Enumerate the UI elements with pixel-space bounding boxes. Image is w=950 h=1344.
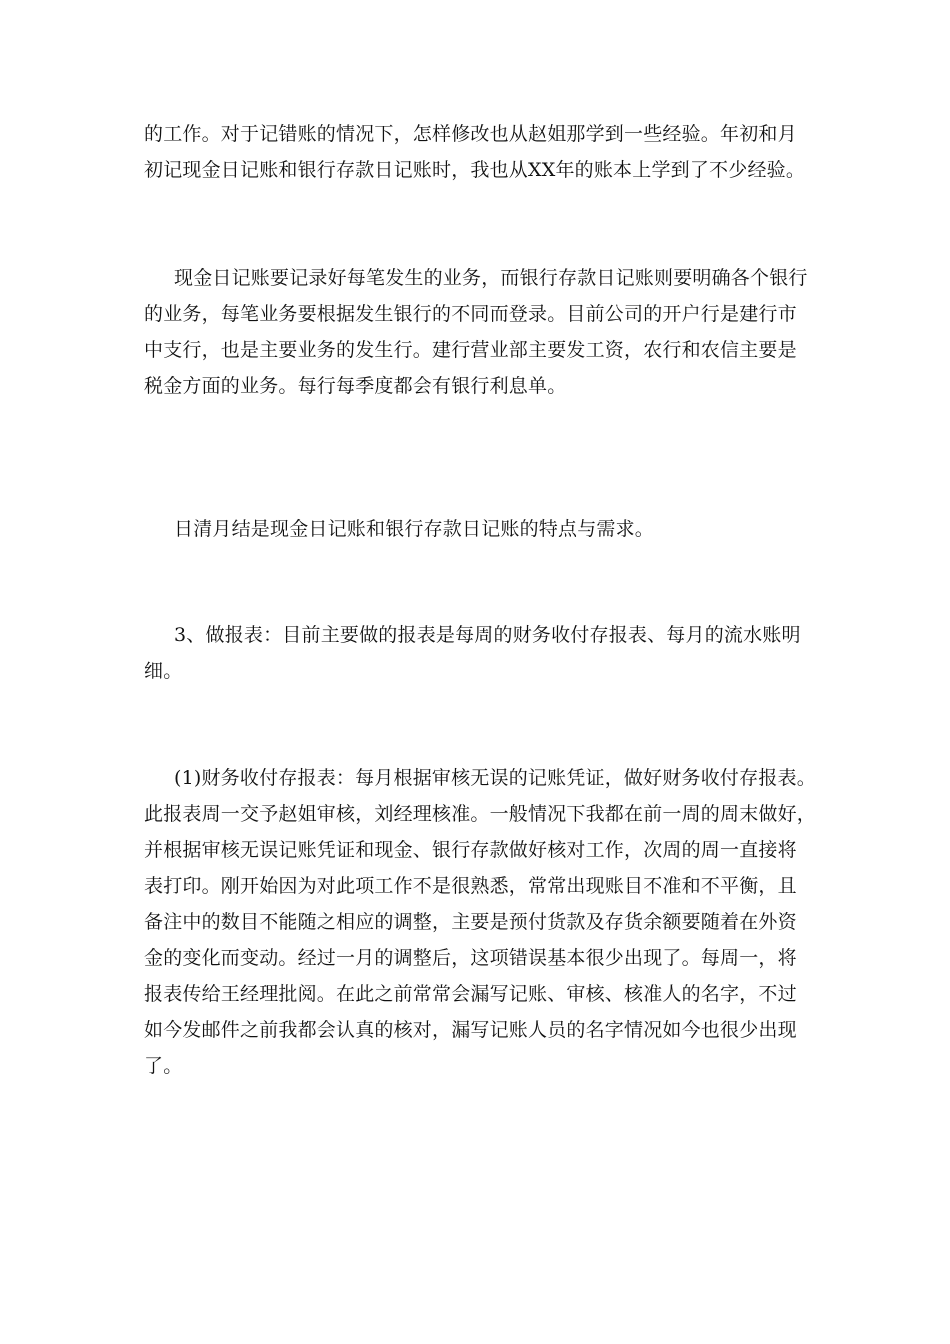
text-line: 初记现金日记账和银行存款日记账时，我也从XX年的账本上学到了不少经验。: [144, 159, 806, 181]
text-line: 金的变化而变动。经过一月的调整后，这项错误基本很少出现了。每周一，将: [144, 947, 797, 969]
text-line: 的工作。对于记错账的情况下，怎样修改也从赵姐那学到一些经验。年初和月: [144, 123, 797, 145]
text-line: 了。: [144, 1055, 183, 1077]
paragraph-reports-heading: [144, 617, 808, 689]
text-line: 报表传给王经理批阅。在此之前常常会漏写记账、审核、核准人的名字，不过: [144, 983, 797, 1005]
text-line: 备注中的数目不能随之相应的调整，主要是预付货款及存货余额要随着在外资: [144, 911, 797, 933]
text-line: 此报表周一交予赵姐审核，刘经理核准。一般情况下我都在前一周的周末做好，: [144, 803, 817, 825]
text-line: 的业务，每笔业务要根据发生银行的不同而登录。目前公司的开户行是建行市: [144, 303, 797, 325]
paragraph-financial-report-details: [144, 760, 817, 1084]
paragraph-bookkeeping-corrections: [144, 116, 808, 188]
text-line: 细。: [144, 660, 183, 682]
text-line: 表打印。刚开始因为对此项工作不是很熟悉，常常出现账目不准和不平衡，且: [144, 875, 797, 897]
paragraph-cash-and-bank-journals: [144, 260, 808, 404]
text-line: 税金方面的业务。每行每季度都会有银行利息单。: [144, 375, 567, 397]
text-line: 现金日记账要记录好每笔发生的业务，而银行存款日记账则要明确各个银行: [174, 267, 808, 289]
text-line: 3、做报表：目前主要做的报表是每周的财务收付存报表、每月的流水账明: [174, 624, 801, 646]
text-line: 如今发邮件之前我都会认真的核对，漏写记账人员的名字情况如今也很少出现: [144, 1019, 797, 1041]
text-line: 并根据审核无误记账凭证和现金、银行存款做好核对工作，次周的周一直接将: [144, 839, 797, 861]
text-line: 日清月结是现金日记账和银行存款日记账的特点与需求。: [174, 518, 655, 540]
paragraph-daily-monthly-closing: [144, 511, 808, 547]
text-line: (1)财务收付存报表：每月根据审核无误的记账凭证，做好财务收付存报表。: [174, 767, 816, 789]
text-line: 中支行，也是主要业务的发生行。建行营业部主要发工资，农行和农信主要是: [144, 339, 797, 361]
